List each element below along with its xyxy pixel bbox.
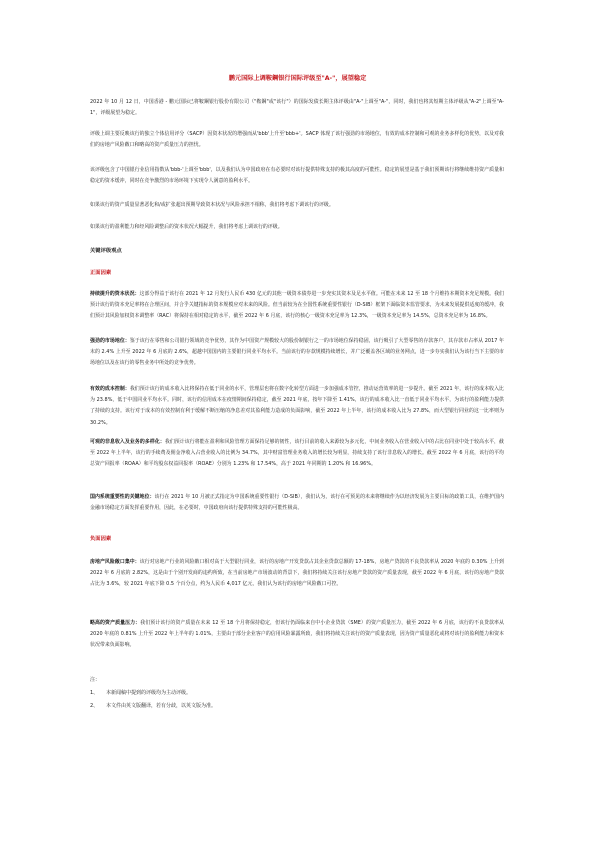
positive-item-5 <box>90 492 504 514</box>
item-lead: 房地产风险敞口集中： <box>90 559 140 565</box>
item-text: 我们预计该行将能在盈利和风险管理方面保持足够的韧性，该行目前的收入来源较为多元化，中间业务收入在营业收入中的占比在同业中处于较高水平，截至 2022 年上半年，该行的手续费及佣金净收入占营业收入的比例为 34.7%，其中财富管理业务收入的增长较为明显，持续支持了该行非息收入的增长。截至 2022 年 6 月底，该行的平均总资产回报率（ROAA）和平均股东权益回报率（ROAE）分别为 1.23% 和 17.54%，高于 2021 年同期的 1.20% 和 16.96%。 <box>90 439 504 468</box>
item-lead: 强劲的市场地位： <box>90 338 130 344</box>
note-text: 本新闻稿中提到的评级均为主动评级。 <box>106 690 192 696</box>
item-lead: 略高的资产质量压力： <box>90 620 141 626</box>
notes-label: 注： <box>90 677 101 683</box>
intro-paragraph-5 <box>90 222 504 233</box>
section-heading: 关键评级观点 <box>90 248 122 254</box>
item-text: 该行对房地产行业的风险敞口相对高于大型银行同业，该行的房地产开发贷款占其企业贷款总额的 17-18%，房地产贷款的不良贷款率从 2020 年底的 0.30% 上升到 2022 年 6 月底的 2.82%，这是由于个别开发商的违约所致，在当前房地产市场波动的背景下，我们将持续关注该行房地产贷款的资产质量表现，截至 2022 年 6 月底，该行的房地产贷款占比为 3.6%，较 2021 年底下降 0.5 个百分点，约为人民币 4,017 亿元，我们认为该行的房地产风险敞口可控。 <box>90 559 504 588</box>
paragraph-text: 2022 年 10 月 12 日，中国香港 - 鹏元国际已将鞍鋼银行股份有限公司（"鞍鋼"或"该行"）的国际发债长期主体评级由"A-"上调至"A-"，同时，我们也将其短期主体评级从"A-2"上调至"A-1"，评级展望为稳定。 <box>90 99 504 117</box>
note-number: 2、 <box>90 703 99 709</box>
note-text: 本文件由英文版翻译，若有分歧，以英文版为准。 <box>106 703 217 709</box>
negative-heading <box>90 534 504 544</box>
document-title: 鹏元国际上调鞍鋼银行国际评级至"A-"，展望稳定 <box>228 75 367 82</box>
item-text: 这部分得益于该行在 2021 年 12 月发行人民币 430 亿元的其他一级资本债券进一步充实其资本及足水平值。可能在未来 12 至 18 个月维持本期资本充足规模。我们预计该行的资本充足率将在合理区间，并合乎关键指标的资本规模应对未来的风险。但当前较为在全国性系统重要性银行（D-SIB）框架下面临资本监管要求，为未来发展提供适度的缓冲，我们预计其风险加权资本调整率（RAC）将保持在相对稳定的水平，截至 2022 年 6 月底，该行的核心一级资本充足率为 12.3%，一级资本充足率为 14.5%，总资本充足率为 16.8%。 <box>90 291 504 320</box>
section-heading: 正面因素 <box>90 270 112 276</box>
section-heading: 负面因素 <box>90 536 112 542</box>
key-views-heading <box>90 246 504 256</box>
positive-heading <box>90 268 504 278</box>
item-lead: 有效的成本控制： <box>90 386 130 392</box>
item-lead: 持续提升的资本状况： <box>90 291 140 297</box>
intro-paragraph-2 <box>90 129 504 151</box>
negative-item-1 <box>90 557 504 591</box>
note-item <box>90 687 390 700</box>
item-lead: 可观的非息收入及业务的多样化： <box>90 439 165 445</box>
item-text: 我们预计该行的成本收入比将保持在低于同业的水平，管理层也将在数字化转型方面进一步加强成本管控，推动运营效率的进一步提升。截至 2021 年，该行的成本收入比为 23.8%，低于中国同业平均水平。同时，该行的信用成本在疫情期间保持稳定，截至 2021 年底，按年下降至 1.41%，该行的成本收入比一直低于同业平均水平，为该行的盈利能力提供了持续的支持。该行对于成本的有效控制有利于缓解不断压缩的净息差对其盈利能力造成的负面影响，截至 2022 年上半年，该行的成本收入比为 27.8%，而大型银行同业的这一比率则为 30.2%。 <box>90 386 504 426</box>
intro-paragraph-3 <box>90 165 504 187</box>
positive-item-1 <box>90 289 504 323</box>
positive-item-3 <box>90 384 504 429</box>
intro-paragraph-4 <box>90 200 504 211</box>
intro-paragraph-1 <box>90 97 504 119</box>
item-text: 鉴于该行在零售和公司银行领域的竞争优势，其作为中国资产规模较大的股份制银行之一的市场地位保持稳固，该行吸引了大型零售的存款客户，其存款市占率从 2017 年末的 2.4% 上升至 2022 年 6 月底的 2.6%，超越中国国内的主要银行同业平均水平。当前该行的存款规模持续增长，并广泛覆盖各区域的业务网点，进一步夯实我们认为该行当下主要的市场地位以及在该行的零售业务中所处的竞争优势。 <box>90 338 504 367</box>
paragraph-text: 该评级包含了中国银行业信用指数从'bbb-'上调至'bbb'，以及我们认为中国政府在有必要时对该行提供特殊支持的极其高度的可能性。稳定的展望是基于我们预期该行将继续维持资产质量和稳定的资本缓冲，同时在竞争激烈的市场环境下实现令人满意的盈利水平。 <box>90 167 504 185</box>
note-number: 1、 <box>90 690 99 696</box>
notes-section <box>90 674 390 713</box>
positive-item-2 <box>90 336 504 370</box>
paragraph-text: 如果该行的盈利能力和经风险调整后的资本状况大幅提升，我们将考虑上调该行的评级。 <box>90 224 283 230</box>
item-lead: 国内系统重要性的关键地位： <box>90 494 155 500</box>
item-text: 该行在 2021 年 10 月被正式指定为中国系统重要性银行（D-SIB），我们认为，该行在可预见的未来将继续作为以经济发展为主要目标的政策工具，在维护国内金融市场稳定方面发挥重要作用，因此，在必要时，中国政府向该行提供特殊支持的可能性极高。 <box>90 494 504 512</box>
negative-item-2 <box>90 618 504 652</box>
paragraph-text: 如果该行的资产质量显著恶化和/或扩张超出预期导致资本状况与风险承担不相称，我们将考虑下调该行的评级。 <box>90 202 334 208</box>
positive-item-4 <box>90 437 504 471</box>
note-item <box>90 700 390 713</box>
item-text: 我们预计该行的资产质量在未来 12 至 18 个月将保持稳定，但该行仍面临来自中小企业贷款（SME）的资产质量压力，截至 2022 年 6 月底，该行的不良贷款率从 2020 年底的 0.81% 上升至 2022 年上半年的 1.01%，主要由于部分企业客户的信用风险暴露所致，我们将持续关注该行的资产质量表现，因为资产质量恶化或将对该行的盈利能力和资本状况带来负面影响。 <box>90 620 504 649</box>
paragraph-text: 评级上调主要反映该行的独立个体信用评分（SACP）因资本状况的增强而从'bbb'上升至'bbb+'。SACP 体现了该行强劲的市场地位，有效的成本控制和可观的业务多样化的优势，以及对我们的房地产风险敞口和略高的资产质量压力的担忧。 <box>90 131 504 149</box>
